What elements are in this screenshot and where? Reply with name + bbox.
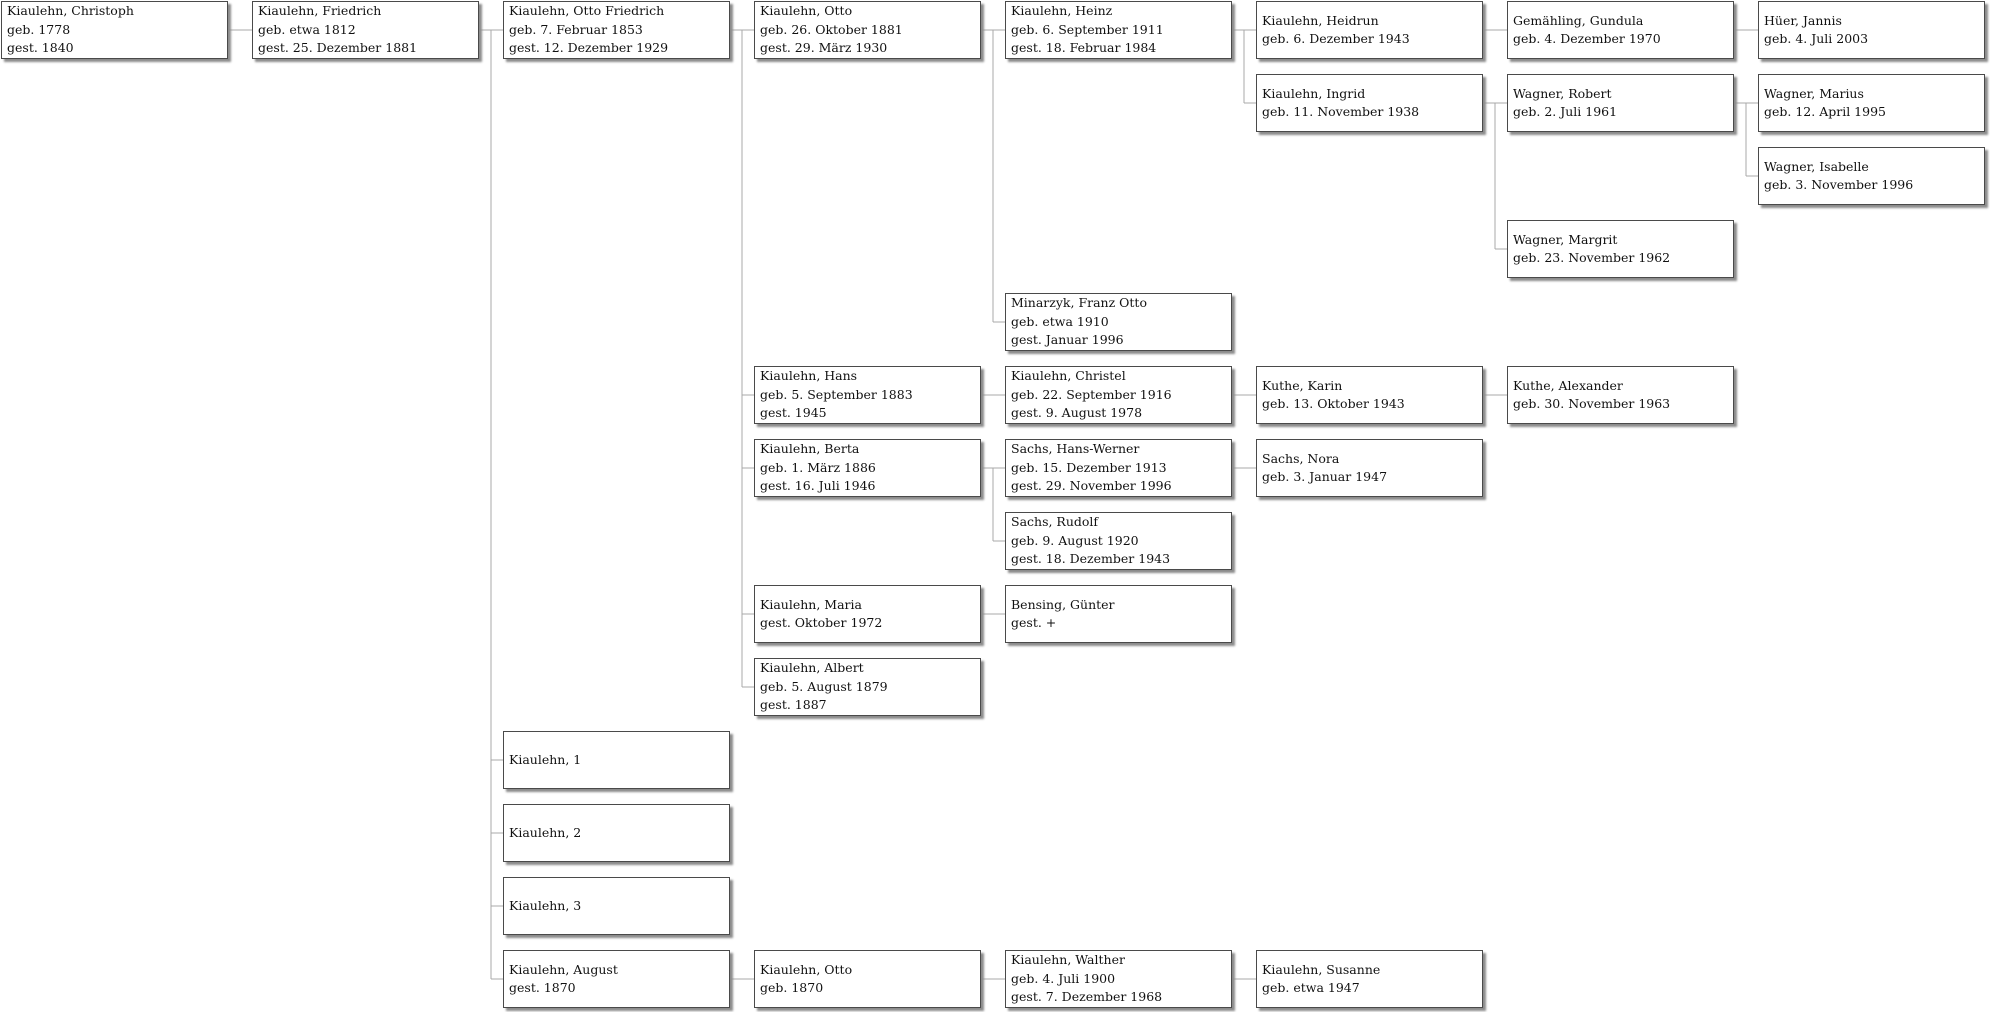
person-detail: geb. 13. Oktober 1943: [1262, 396, 1405, 411]
person-detail: gest. 29. November 1996: [1011, 478, 1172, 494]
person-box[interactable]: [503, 877, 730, 935]
person-box[interactable]: [1005, 439, 1232, 497]
person-name: Kiaulehn, 3: [509, 897, 582, 913]
person-name: Sachs, Hans-Werner: [1011, 441, 1140, 457]
person-box[interactable]: [1256, 439, 1483, 497]
person-name: Kiaulehn, August: [509, 961, 618, 977]
person-detail: geb. 4. Juli 1900: [1011, 970, 1116, 986]
person-name: Kiaulehn, Otto Friedrich: [509, 3, 665, 19]
person-detail: geb. etwa 1910: [1011, 313, 1109, 329]
person-box[interactable]: [754, 439, 981, 497]
person-box[interactable]: [503, 950, 730, 1008]
person-detail: geb. 3. November 1996: [1764, 177, 1914, 192]
person-box[interactable]: [1256, 1, 1483, 59]
person-box[interactable]: [1507, 366, 1734, 424]
person-detail: gest. 29. März 1930: [760, 40, 888, 56]
person-name: Kiaulehn, Heinz: [1011, 3, 1113, 19]
person-box[interactable]: [1758, 147, 1985, 205]
person-box[interactable]: [754, 950, 981, 1008]
person-name: Bensing, Günter: [1011, 596, 1115, 612]
person-detail: geb. 4. Juli 2003: [1764, 31, 1869, 46]
person-box[interactable]: [754, 658, 981, 716]
person-name: Kiaulehn, Susanne: [1262, 961, 1381, 977]
person-box[interactable]: [1256, 366, 1483, 424]
person-detail: gest. 1840: [7, 40, 74, 56]
person-box[interactable]: [1, 1, 228, 59]
person-detail: gest. 9. August 1978: [1011, 405, 1143, 421]
person-box[interactable]: [1507, 74, 1734, 132]
person-detail: gest. +: [1011, 615, 1057, 630]
person-detail: gest. 1887: [760, 697, 827, 713]
person-box[interactable]: [1507, 1, 1734, 59]
person-name: Kiaulehn, Walther: [1011, 952, 1125, 968]
person-detail: geb. 3. Januar 1947: [1262, 469, 1388, 484]
person-detail: geb. 4. Dezember 1970: [1513, 31, 1661, 46]
person-detail: gest. Oktober 1972: [760, 615, 883, 630]
person-detail: geb. 2. Juli 1961: [1513, 104, 1618, 119]
person-name: Gemähling, Gundula: [1513, 12, 1644, 28]
person-detail: geb. 7. Februar 1853: [509, 21, 643, 37]
person-box[interactable]: [1005, 293, 1232, 351]
person-box[interactable]: [503, 1, 730, 59]
person-name: Minarzyk, Franz Otto: [1011, 295, 1147, 311]
person-detail: geb. 5. September 1883: [760, 386, 913, 402]
person-name: Kiaulehn, Otto: [760, 961, 853, 977]
person-detail: geb. 30. November 1963: [1513, 396, 1671, 411]
person-detail: geb. 6. September 1911: [1011, 21, 1164, 37]
person-box[interactable]: [754, 366, 981, 424]
person-detail: geb. 1778: [7, 21, 71, 37]
person-detail: geb. 22. September 1916: [1011, 386, 1172, 402]
person-detail: geb. 15. Dezember 1913: [1011, 459, 1167, 475]
person-box[interactable]: [1005, 950, 1232, 1008]
person-detail: gest. 12. Dezember 1929: [509, 40, 669, 56]
person-name: Kiaulehn, Berta: [760, 441, 860, 457]
person-name: Kuthe, Karin: [1262, 377, 1343, 393]
person-box[interactable]: [1005, 366, 1232, 424]
person-name: Wagner, Robert: [1513, 85, 1612, 101]
person-box[interactable]: [754, 585, 981, 643]
person-box[interactable]: [1758, 1, 1985, 59]
person-name: Wagner, Isabelle: [1764, 158, 1869, 174]
person-detail: geb. etwa 1947: [1262, 980, 1360, 995]
person-detail: geb. etwa 1812: [258, 21, 356, 37]
person-detail: gest. 25. Dezember 1881: [258, 40, 418, 56]
person-name: Wagner, Margrit: [1513, 231, 1618, 247]
person-name: Hüer, Jannis: [1764, 12, 1842, 28]
person-detail: geb. 1. März 1886: [760, 459, 876, 475]
person-box[interactable]: [1005, 512, 1232, 570]
person-detail: geb. 12. April 1995: [1764, 104, 1886, 119]
person-name: Kiaulehn, Hans: [760, 368, 858, 384]
person-name: Kiaulehn, Ingrid: [1262, 85, 1366, 101]
person-detail: geb. 6. Dezember 1943: [1262, 31, 1410, 46]
person-detail: geb. 11. November 1938: [1262, 104, 1420, 119]
person-name: Kiaulehn, 1: [509, 751, 582, 767]
person-detail: geb. 1870: [760, 980, 824, 995]
person-name: Kiaulehn, Albert: [760, 660, 864, 676]
person-name: Kiaulehn, 2: [509, 824, 582, 840]
person-name: Kiaulehn, Maria: [760, 596, 862, 612]
person-box[interactable]: [1005, 1, 1232, 59]
person-detail: geb. 26. Oktober 1881: [760, 21, 903, 37]
person-name: Sachs, Nora: [1262, 450, 1340, 466]
person-box[interactable]: [1256, 74, 1483, 132]
person-name: Kiaulehn, Otto: [760, 3, 853, 19]
person-name: Kuthe, Alexander: [1513, 377, 1623, 393]
person-detail: gest. 1870: [509, 980, 576, 995]
person-detail: gest. Januar 1996: [1011, 332, 1124, 348]
person-detail: gest. 18. Dezember 1943: [1011, 551, 1171, 567]
person-detail: gest. 7. Dezember 1968: [1011, 989, 1163, 1005]
person-name: Sachs, Rudolf: [1011, 514, 1099, 530]
person-box[interactable]: [1758, 74, 1985, 132]
person-detail: gest. 16. Juli 1946: [760, 478, 876, 494]
person-box[interactable]: [503, 804, 730, 862]
person-name: Wagner, Marius: [1764, 85, 1864, 101]
person-box[interactable]: [1507, 220, 1734, 278]
person-detail: geb. 5. August 1879: [760, 678, 888, 694]
person-name: Kiaulehn, Friedrich: [258, 3, 382, 19]
person-box[interactable]: [1005, 585, 1232, 643]
person-box[interactable]: [503, 731, 730, 789]
person-detail: gest. 1945: [760, 405, 827, 421]
person-box[interactable]: [754, 1, 981, 59]
person-detail: geb. 9. August 1920: [1011, 532, 1139, 548]
person-name: Kiaulehn, Christel: [1011, 368, 1126, 384]
person-name: Kiaulehn, Heidrun: [1262, 12, 1379, 28]
person-name: Kiaulehn, Christoph: [7, 3, 134, 19]
person-detail: gest. 18. Februar 1984: [1011, 40, 1157, 56]
person-detail: geb. 23. November 1962: [1513, 250, 1671, 265]
person-box[interactable]: [252, 1, 479, 59]
person-box[interactable]: [1256, 950, 1483, 1008]
